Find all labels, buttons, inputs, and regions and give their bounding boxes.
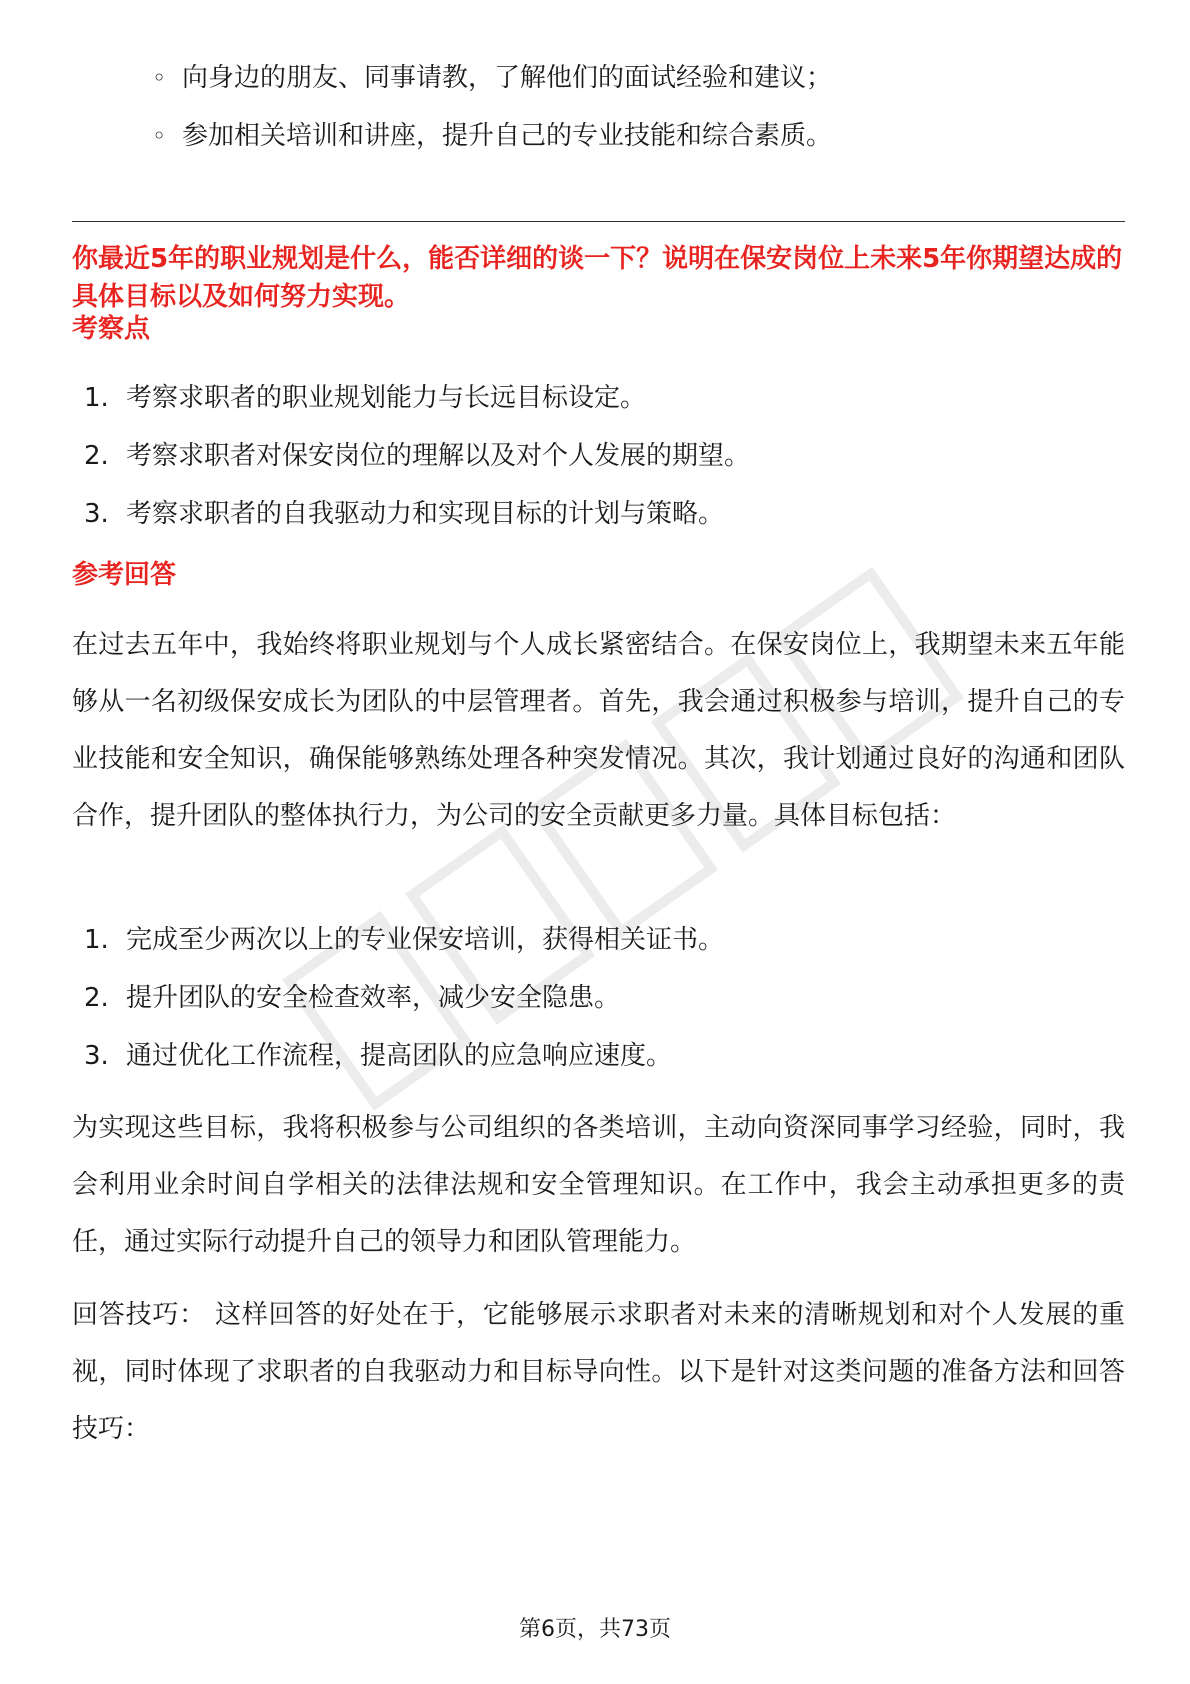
- list-number: 3.: [84, 499, 109, 529]
- list-item-text: 考察求职者对保安岗位的理解以及对个人发展的期望。: [126, 441, 751, 471]
- bullet-text: 向身边的朋友、同事请教，了解他们的面试经验和建议；: [182, 63, 833, 93]
- list-item-text: 考察求职者的自我驱动力和实现目标的计划与策略。: [126, 499, 725, 529]
- bullet-item: [152, 58, 1102, 116]
- list-item: [84, 378, 1084, 436]
- list-item-text: 考察求职者的职业规划能力与长远目标设定。: [126, 383, 647, 413]
- hollow-bullet-icon: ◦: [152, 64, 167, 92]
- list-item-text: 提升团队的安全检查效率，减少安全隐患。: [126, 983, 621, 1013]
- page-footer: 第6页，共73页: [519, 1617, 671, 1642]
- list-item-text: 完成至少两次以上的专业保安培训，获得相关证书。: [126, 925, 725, 955]
- hollow-bullet-icon: ◦: [152, 122, 167, 150]
- answer-goals-list: [84, 920, 1084, 1094]
- list-number: 1.: [84, 383, 109, 413]
- bullet-text: 参加相关培训和讲座，提升自己的专业技能和综合素质。: [182, 121, 833, 151]
- list-item: [84, 494, 1084, 552]
- list-number: 1.: [84, 925, 109, 955]
- exam-points-list: [84, 378, 1084, 552]
- list-item: [84, 436, 1084, 494]
- exam-points-heading: 考察点: [72, 314, 151, 344]
- answer-closing-paragraph: 为实现这些目标，我将积极参与公司组织的各类培训，主动向资深同事学习经验，同时，我会利用业余时间自学相关的法律法规和安全管理知识。在工作中，我会主动承担更多的责任，通过实际行动提升自己的领导力和团队管理能力。: [72, 1113, 1125, 1257]
- list-number: 2.: [84, 441, 109, 471]
- answer-intro-paragraph: 在过去五年中，我始终将职业规划与个人成长紧密结合。在保安岗位上，我期望未来五年能够从一名初级保安成长为团队的中层管理者。首先，我会通过积极参与培训，提升自己的专业技能和安全知识，确保能够熟练处理各种突发情况。其次，我计划通过良好的沟通和团队合作，提升团队的整体执行力，为公司的安全贡献更多力量。具体目标包括：: [72, 630, 1125, 831]
- question-heading: 你最近5年的职业规划是什么，能否详细的谈一下？说明在保安岗位上未来5年你期望达成的具体目标以及如何努力实现。: [72, 244, 1123, 312]
- reference-answer-heading: 参考回答: [72, 560, 177, 590]
- bullet-item: [152, 116, 1102, 174]
- top-bullet-list: [152, 58, 1102, 174]
- answer-tips-paragraph: 回答技巧： 这样回答的好处在于，它能够展示求职者对未来的清晰规划和对个人发展的重视，同时体现了求职者的自我驱动力和目标导向性。以下是针对这类问题的准备方法和回答技巧：: [72, 1300, 1125, 1444]
- section-divider: [72, 221, 1125, 222]
- list-number: 2.: [84, 983, 109, 1013]
- list-item: [84, 920, 1084, 978]
- list-item: [84, 978, 1084, 1036]
- list-number: 3.: [84, 1041, 109, 1071]
- list-item: [84, 1036, 1084, 1094]
- list-item-text: 通过优化工作流程，提高团队的应急响应速度。: [126, 1041, 673, 1071]
